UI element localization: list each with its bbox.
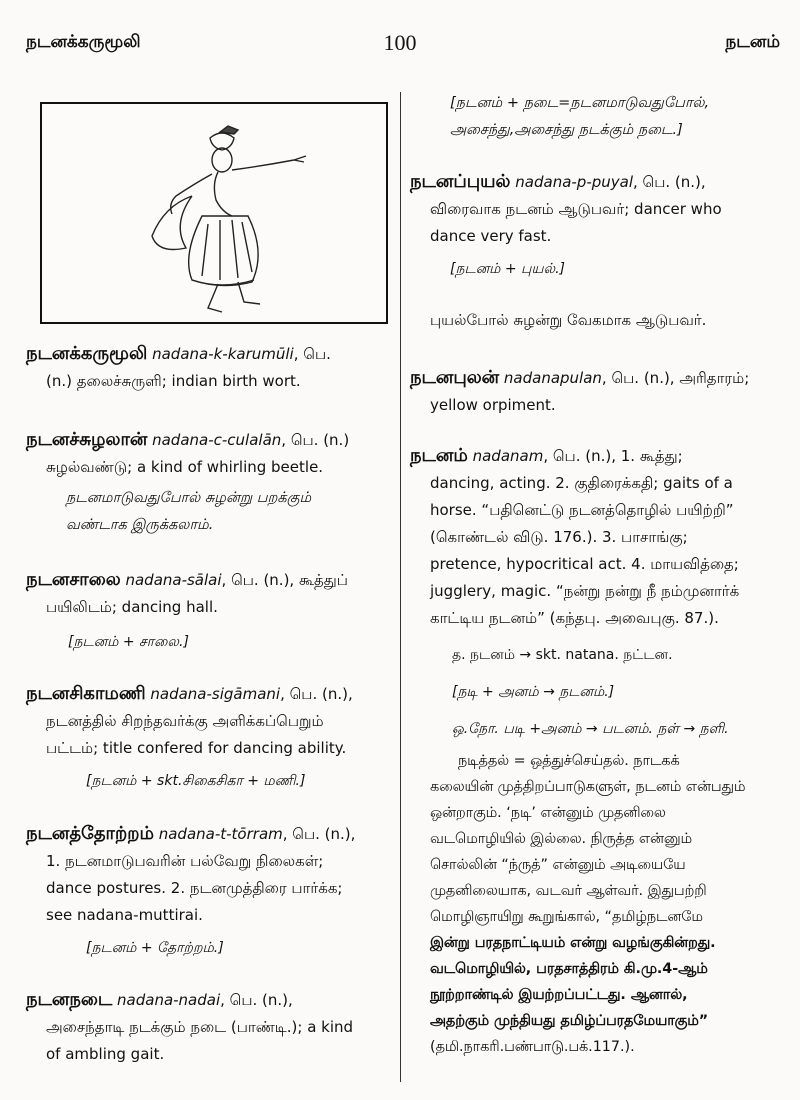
grammar: , பெ. (n.), கூத்துப் <box>221 571 348 589</box>
headword: நடனசிகாமணி <box>26 683 146 704</box>
romanization: nadana-p-puyal <box>515 173 634 191</box>
note-line: அசைந்து,அசைந்து நடக்கும் நடை.] <box>450 122 683 138</box>
definition-line: (n.) தலைச்சுருளி; indian birth wort. <box>46 372 301 390</box>
romanization: nadana-c-culalān <box>152 431 282 449</box>
running-head-left: நடனக்கருமூலி <box>26 32 141 52</box>
paragraph-line: கலையின் முத்திறப்பாடுகளுள், நடனம் என்பதும் <box>430 779 746 795</box>
romanization: nadana-sālai <box>125 571 222 589</box>
entry-nadanam <box>410 442 739 743</box>
headword: நடனசாலை <box>26 569 121 590</box>
definition-line: dance postures. 2. நடனமுத்திரை பார்க்க; <box>46 879 343 897</box>
definition-line: (கொண்டல் விடு. 176.). 3. பாசாங்கு; <box>430 528 688 546</box>
definition-line: dance very fast. <box>430 227 552 245</box>
note-line: புயல்போல் சுழன்று வேகமாக ஆடுபவர். <box>430 311 707 329</box>
grammar: , பெ. <box>293 345 331 363</box>
definition-line: பட்டம்; title confered for dancing ability. <box>46 739 347 757</box>
page-header <box>0 0 800 60</box>
paragraph-line: (தமி.நாகரி.பண்பாடு.பக்.117.). <box>430 1039 635 1055</box>
headword: நடனப்புயல் <box>410 171 511 192</box>
definition-line: horse. “பதினெட்டு நடனத்தொழில் பயிற்றி” <box>430 501 734 519</box>
paragraph-line: நடித்தல் = ஒத்துச்செய்தல். நாடகக் <box>458 753 680 769</box>
paragraph-line: அதற்கும் முந்தியது தமிழ்ப்பரதமேயாகும்” <box>430 1013 709 1029</box>
headword: நடனம் <box>410 445 468 466</box>
headword: நடனபுலன் <box>410 367 500 388</box>
definition-line: 1. நடனமாடுபவரின் பல்வேறு நிலைகள்; <box>46 852 324 870</box>
page-number: 100 <box>383 30 417 55</box>
note-line: வண்டாக இருக்கலாம். <box>66 517 214 533</box>
dancer-illustration <box>42 104 386 322</box>
romanization: nadana-t-tōrram <box>158 825 283 843</box>
note-line: நடனமாடுவதுபோல் சுழன்று பறக்கும் <box>66 490 312 506</box>
romanization: nadana-k-karumūli <box>152 345 294 363</box>
definition-line: நடனத்தில் சிறந்தவர்க்கு அளிக்கப்பெறும் <box>46 712 324 730</box>
definition-line: pretence, hypocritical act. 4. மாயவித்தை; <box>430 555 739 573</box>
grammar: , பெ. (n.), <box>220 991 293 1009</box>
etymology: [நடனம் + தோற்றம்.] <box>86 940 224 956</box>
figure-frame <box>40 102 388 324</box>
definition-line: see nadana-muttirai. <box>46 906 203 924</box>
etymology: ஒ.நோ. படி +அனம் → படனம். நள் → நளி. <box>452 721 729 737</box>
definition-line: yellow orpiment. <box>430 396 556 414</box>
romanization: nadana-nadai <box>117 991 221 1009</box>
entry-salai <box>26 566 348 656</box>
definition-line: விரைவாக நடனம் ஆடுபவர்; dancer who <box>430 200 722 218</box>
column-divider <box>400 92 401 1082</box>
romanization: nadanam <box>472 447 544 465</box>
entry-sigamani <box>26 680 353 795</box>
headword: நடனத்தோற்றம் <box>26 823 154 844</box>
entry-pulan <box>410 364 749 419</box>
grammar: , பெ. (n.), <box>282 825 356 843</box>
etymology: [நடனம் + skt.சிகைசிகா + மணி.] <box>86 773 306 789</box>
definition-line: of ambling gait. <box>46 1045 165 1063</box>
definition-line: jugglery, magic. “நன்று நன்று நீ நம்முனார்க் <box>430 582 740 600</box>
paragraph-line: வடமொழியில் இல்லை. நிருத்த என்னும் <box>430 831 692 847</box>
paragraph-line: நூற்றாண்டில் இயற்றப்பட்டது. ஆனால், <box>430 987 688 1003</box>
grammar: , பெ. (n.), <box>633 173 706 191</box>
headword: நடனக்கருமூலி <box>26 343 148 364</box>
paragraph-line: இன்று பரதநாட்டியம் என்று வழங்குகின்றது. <box>430 935 716 951</box>
commentary-paragraph <box>430 748 788 1060</box>
etymology: [நடனம் + சாலை.] <box>68 634 189 650</box>
etymology: [நடனம் + புயல்.] <box>450 261 566 277</box>
etymology: [நடி + அனம் → நடனம்.] <box>452 684 615 700</box>
grammar: , பெ. (n.), 1. கூத்து; <box>543 447 683 465</box>
running-head-right: நடனம் <box>725 32 780 52</box>
note-line: [நடனம் + நடை=நடனமாடுவதுபோல், <box>450 95 710 111</box>
entry-culalan <box>26 426 349 539</box>
headword: நடனச்சுழலான் <box>26 429 148 450</box>
definition-line: அசைந்தாடி நடக்கும் நடை (பாண்டி.); a kind <box>46 1018 354 1036</box>
grammar: , பெ. (n.), <box>280 685 353 703</box>
etymology: த. நடனம் → skt. natana. நட்டன. <box>452 647 673 663</box>
entry-torram <box>26 820 355 962</box>
paragraph-line: வடமொழியில், பரதசாத்திரம் கி.மு.4-ஆம் <box>430 961 708 977</box>
definition-line: dancing, acting. 2. குதிரைக்கதி; gaits of a <box>430 474 733 492</box>
grammar: , பெ. (n.) <box>281 431 350 449</box>
grammar: , பெ. (n.), அரிதாரம்; <box>601 369 750 387</box>
paragraph-line: முதனிலையாக, வடவர் ஆள்வர். இதுபற்றி <box>430 883 707 899</box>
headword: நடனநடை <box>26 989 113 1010</box>
nadai-etymology <box>450 90 709 144</box>
definition-line: காட்டிய நடனம்” (கந்தபு. அவைபுகு. 87.). <box>430 609 719 627</box>
entry-karumuli <box>26 340 331 395</box>
entry-puyal <box>410 168 722 334</box>
definition-line: பயிலிடம்; dancing hall. <box>46 598 218 616</box>
paragraph-line: சொல்லின் “ந்ருத்” என்னும் அடியையே <box>430 857 686 873</box>
romanization: nadanapulan <box>503 369 602 387</box>
entry-nadai <box>26 986 353 1068</box>
paragraph-line: ஒன்றாகும். ‘நடி’ என்னும் முதனிலை <box>430 805 666 821</box>
definition-line: சுழல்வண்டு; a kind of whirling beetle. <box>46 458 324 476</box>
romanization: nadana-sigāmani <box>150 685 281 703</box>
paragraph-line: மொழிஞாயிறு கூறுங்கால், “தமிழ்நடனமே <box>430 909 703 925</box>
